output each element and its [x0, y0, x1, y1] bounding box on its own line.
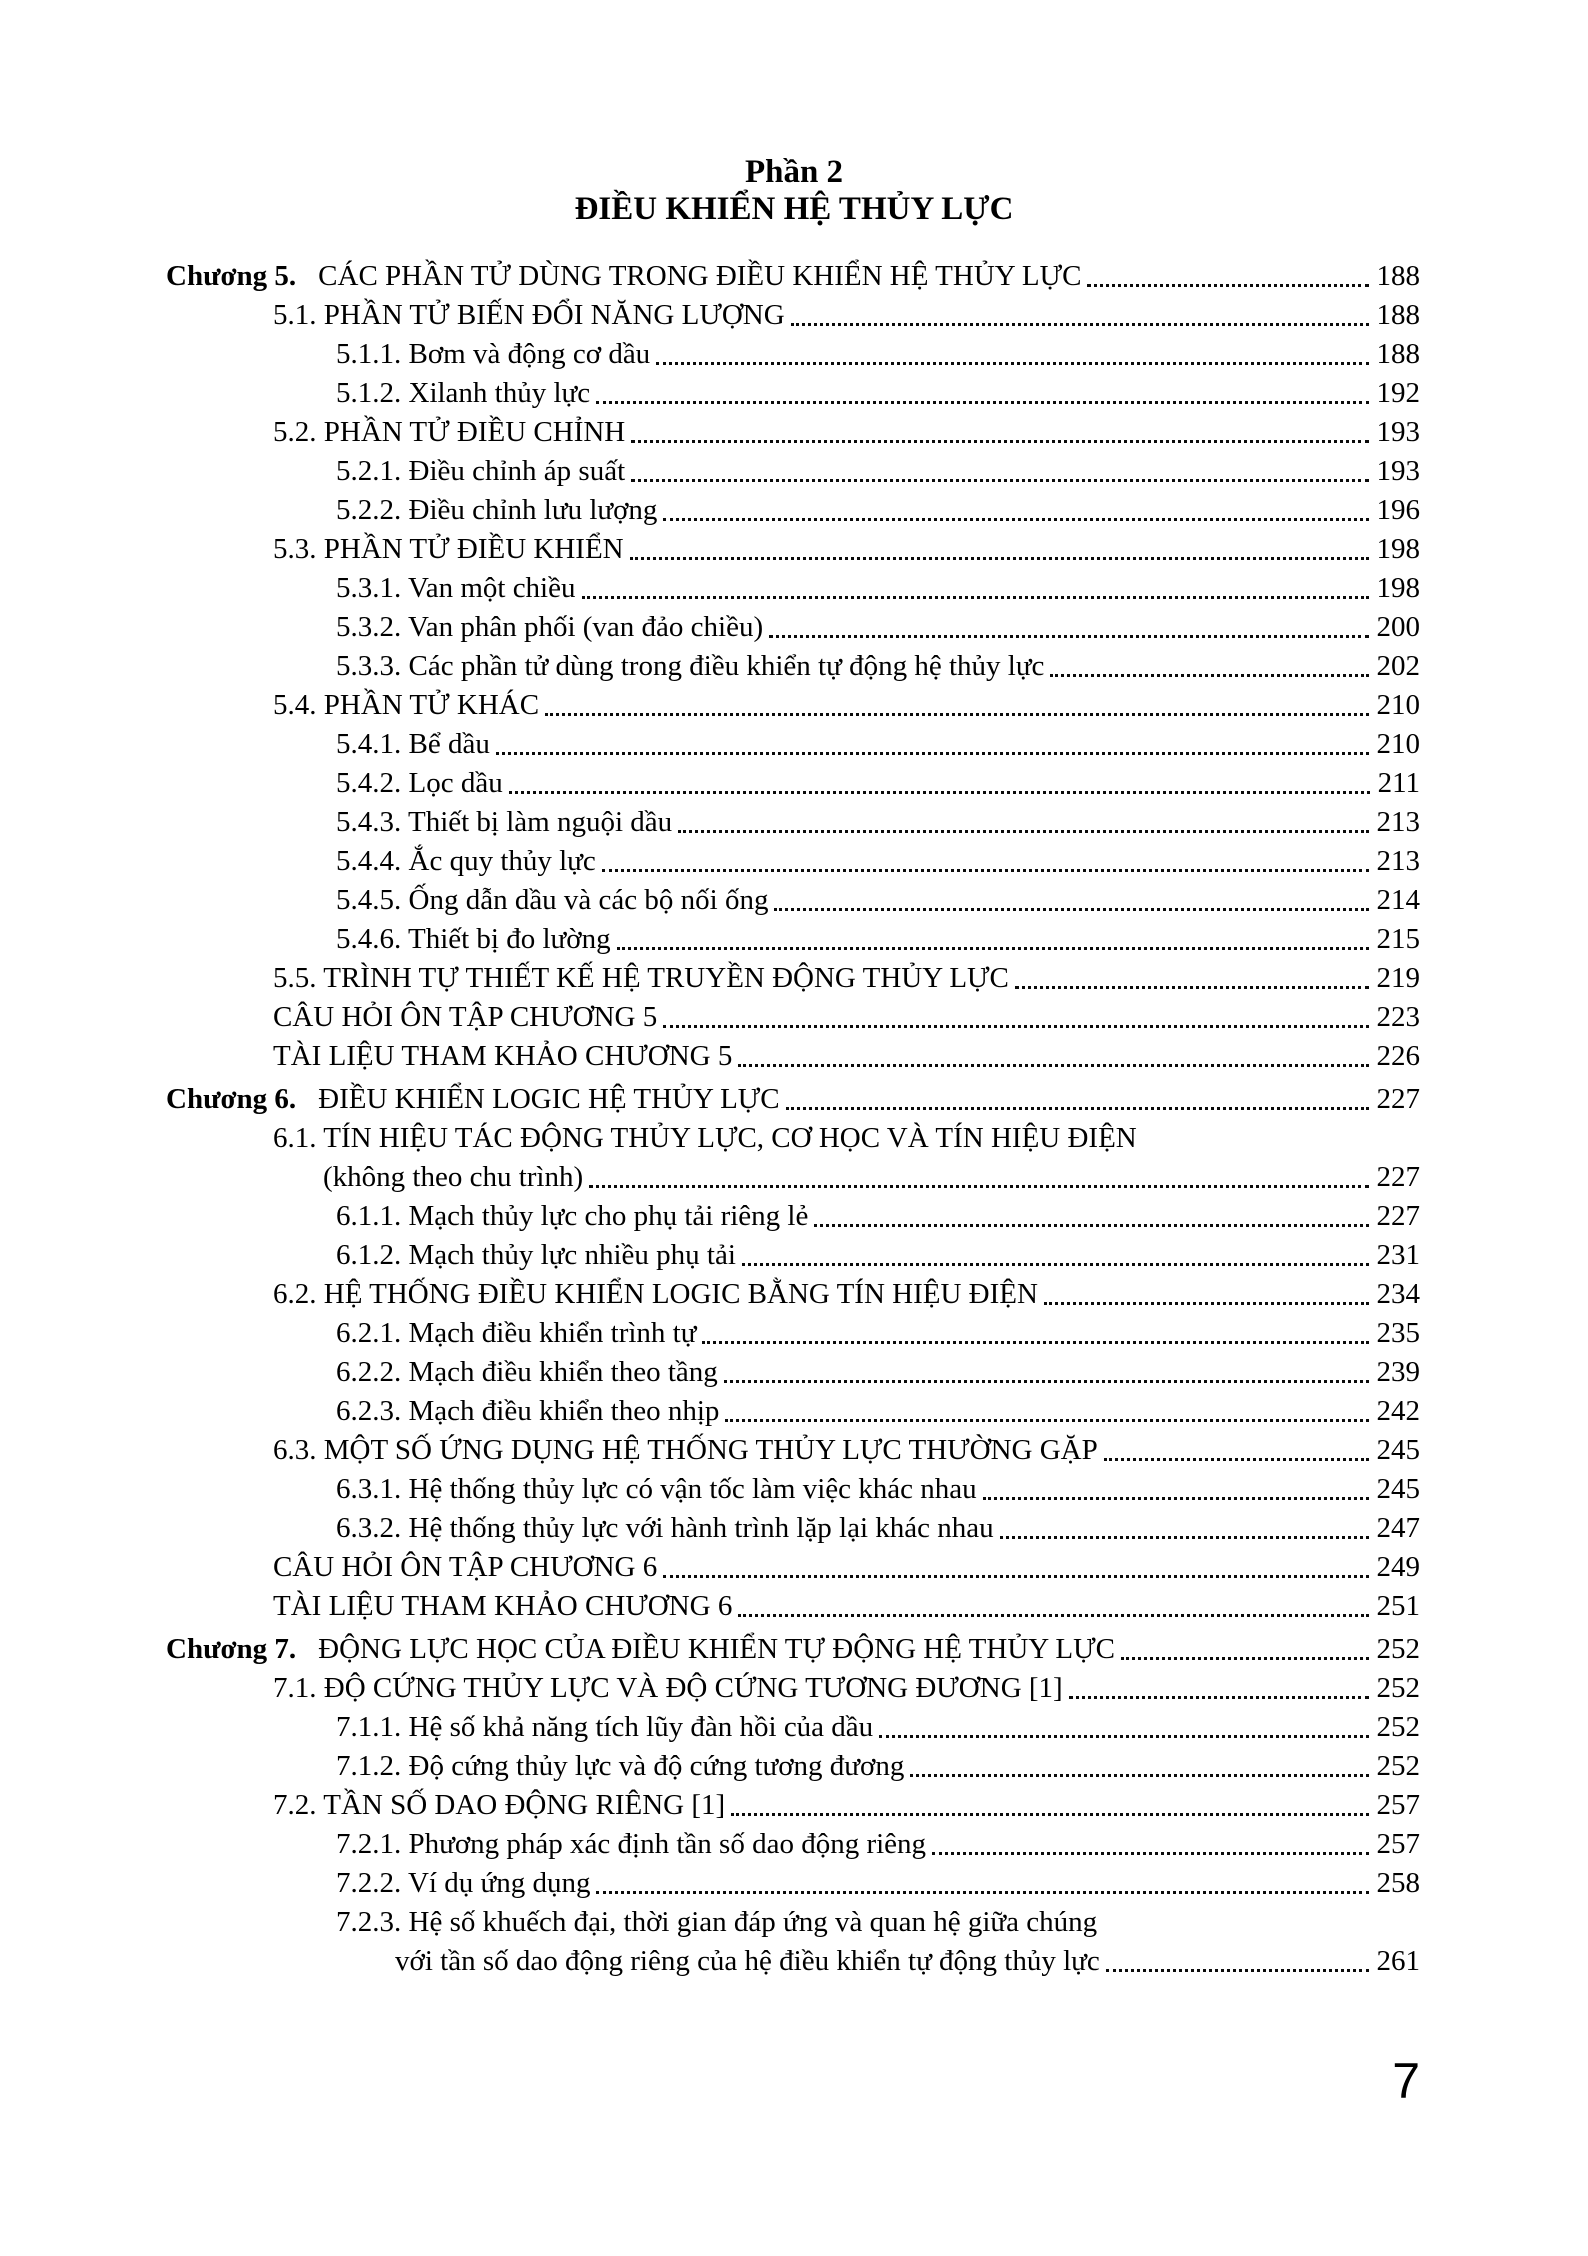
toc-entry [166, 686, 1420, 725]
dot-leader [932, 1852, 1368, 1855]
dot-leader [1044, 1302, 1369, 1305]
toc-entry-title: 5.5. TRÌNH TỰ THIẾT KẾ HỆ TRUYỀN ĐỘNG THỦY LỰC [273, 962, 1009, 994]
toc-entry-title: 7.1. ĐỘ CỨNG THỦY LỰC VÀ ĐỘ CỨNG TƯƠNG ĐƯƠNG [1] [273, 1672, 1063, 1704]
toc-entry [166, 959, 1420, 998]
dot-leader [786, 1107, 1369, 1110]
dot-leader [814, 1224, 1368, 1227]
toc-entry-title: 5.4.5. Ống dẫn dầu và các bộ nối ống [336, 884, 769, 916]
dot-leader [1121, 1657, 1369, 1660]
toc-entry-title: 6.3.2. Hệ thống thủy lực với hành trình lặp lại khác nhau [336, 1512, 994, 1544]
toc-entry-title: ĐIỀU KHIỂN LOGIC HỆ THỦY LỰC [318, 1083, 780, 1115]
toc-entry-line [166, 1275, 1420, 1314]
toc-entry-line [166, 764, 1420, 803]
toc-entry-line [166, 998, 1420, 1037]
toc-entry-page: 213 [1376, 806, 1420, 838]
toc-entry-page: 231 [1376, 1239, 1420, 1271]
toc-entry-line [166, 1548, 1420, 1587]
toc-entry-title: 5.4.1. Bể dầu [336, 728, 490, 760]
dot-leader [742, 1263, 1369, 1266]
dot-leader [879, 1735, 1368, 1738]
toc-entry-line [166, 1864, 1420, 1903]
toc-entry-title: 5.4.2. Lọc dầu [336, 767, 503, 799]
toc-entry [166, 1587, 1420, 1626]
toc-entry-title-continued: với tần số dao động riêng của hệ điều khiển tự động thủy lực [395, 1945, 1100, 1977]
dot-leader [631, 440, 1368, 443]
toc-entry-title: TÀI LIỆU THAM KHẢO CHƯƠNG 5 [273, 1040, 733, 1072]
toc-entry-title: 5.2.2. Điều chỉnh lưu lượng [336, 494, 658, 526]
toc-entry [166, 1119, 1420, 1197]
toc-entry [166, 1825, 1420, 1864]
toc-entry-page: 214 [1376, 884, 1420, 916]
toc-entry [166, 764, 1420, 803]
toc-entry [166, 1353, 1420, 1392]
toc-entry [166, 647, 1420, 686]
toc-entry [166, 608, 1420, 647]
toc-entry-line [166, 881, 1420, 920]
toc-entry-line [166, 1236, 1420, 1275]
toc-entry-title: 7.2.1. Phương pháp xác định tần số dao động riêng [336, 1828, 927, 1860]
toc-entry-line [166, 257, 1420, 296]
toc-entry-title: 7.1.1. Hệ số khả năng tích lũy đàn hồi của dầu [336, 1711, 874, 1743]
toc-entry [166, 725, 1420, 764]
toc-entry-line [166, 1037, 1420, 1076]
toc-entry-title: 6.2.2. Mạch điều khiển theo tầng [336, 1356, 718, 1388]
toc-entry [166, 1392, 1420, 1431]
toc-entry-line [166, 1942, 1420, 1981]
toc-entry-page: 213 [1376, 845, 1420, 877]
dot-leader [545, 713, 1368, 716]
toc-entry [166, 296, 1420, 335]
toc-entry-title: 7.2.2. Ví dụ ứng dụng [336, 1867, 591, 1899]
toc-entry-title: 6.1. TÍN HIỆU TÁC ĐỘNG THỦY LỰC, CƠ HỌC VÀ TÍN HIỆU ĐIỆN [273, 1122, 1137, 1154]
toc-entry [166, 257, 1420, 296]
toc-entry-page: 211 [1377, 767, 1420, 799]
toc-entry [166, 1669, 1420, 1708]
toc-entry-page: 252 [1376, 1711, 1420, 1743]
toc-entry-page: 245 [1376, 1434, 1420, 1466]
toc-entry-page: 226 [1376, 1040, 1420, 1072]
toc-entry-page: 247 [1376, 1512, 1420, 1544]
toc-entry [166, 1431, 1420, 1470]
toc-entry-page: 202 [1376, 650, 1420, 682]
dot-leader [630, 557, 1369, 560]
part-title: ĐIỀU KHIỂN HỆ THỦY LỰC [574, 191, 1014, 227]
toc-entry [166, 1080, 1420, 1119]
toc-entry-page: 196 [1376, 494, 1420, 526]
toc-entry-page: 245 [1376, 1473, 1420, 1505]
toc-entry [166, 1236, 1420, 1275]
toc-entry-line [166, 1747, 1420, 1786]
dot-leader [663, 518, 1368, 521]
toc-entry-line [166, 569, 1420, 608]
toc-entry-title: 5.4. PHẦN TỬ KHÁC [273, 689, 540, 721]
toc-entry-line [166, 452, 1420, 491]
toc-entry-title: 5.2.1. Điều chỉnh áp suất [336, 455, 626, 487]
toc-entry-page: 198 [1376, 533, 1420, 565]
toc-entry [166, 530, 1420, 569]
toc-entry [166, 881, 1420, 920]
dot-leader [983, 1497, 1369, 1500]
toc-entry-line [166, 1353, 1420, 1392]
toc-entry-page: 257 [1376, 1789, 1420, 1821]
dot-leader [774, 908, 1368, 911]
table-of-contents [166, 257, 1420, 1981]
dot-leader [631, 479, 1368, 482]
toc-entry-line [166, 491, 1420, 530]
toc-entry-line [166, 1080, 1420, 1119]
toc-entry [166, 842, 1420, 881]
toc-entry-title: 6.1.2. Mạch thủy lực nhiều phụ tải [336, 1239, 736, 1271]
toc-entry [166, 1509, 1420, 1548]
toc-entry-page: 210 [1376, 728, 1420, 760]
toc-entry-line [166, 1630, 1420, 1669]
dot-leader [1000, 1536, 1369, 1539]
toc-entry-title: 5.2. PHẦN TỬ ĐIỀU CHỈNH [273, 416, 626, 448]
dot-leader [725, 1419, 1368, 1422]
toc-entry-line [166, 1197, 1420, 1236]
toc-entry-page: 223 [1376, 1001, 1420, 1033]
toc-entry [166, 803, 1420, 842]
dot-leader [738, 1614, 1368, 1617]
toc-entry [166, 1037, 1420, 1076]
toc-entry [166, 1548, 1420, 1587]
page-number: 7 [1392, 2053, 1420, 2109]
toc-entry-title-continued: (không theo chu trình) [323, 1161, 584, 1193]
toc-entry-page: 210 [1376, 689, 1420, 721]
toc-entry [166, 1747, 1420, 1786]
toc-entry [166, 569, 1420, 608]
toc-entry-page: 188 [1376, 338, 1420, 370]
toc-entry-title: 5.1. PHẦN TỬ BIẾN ĐỔI NĂNG LƯỢNG [273, 299, 785, 331]
toc-entry [166, 1630, 1420, 1669]
toc-entry-line [166, 1669, 1420, 1708]
dot-leader [596, 1891, 1368, 1894]
dot-leader [791, 323, 1369, 326]
toc-entry-page: 257 [1376, 1828, 1420, 1860]
toc-entry-line [166, 1825, 1420, 1864]
toc-entry-title: 5.3.1. Van một chiều [336, 572, 576, 604]
toc-entry [166, 1197, 1420, 1236]
toc-entry [166, 335, 1420, 374]
toc-entry-line [166, 608, 1420, 647]
toc-entry [166, 452, 1420, 491]
toc-entry-page: 258 [1376, 1867, 1420, 1899]
dot-leader [738, 1064, 1368, 1067]
dot-leader [1015, 986, 1369, 989]
dot-leader [910, 1774, 1368, 1777]
dot-leader [1087, 284, 1368, 287]
dot-leader [589, 1185, 1368, 1188]
toc-entry-page: 188 [1376, 260, 1420, 292]
dot-leader [656, 362, 1368, 365]
toc-entry-line [166, 1509, 1420, 1548]
dot-leader [663, 1575, 1368, 1578]
part-label: Phần 2 [744, 154, 844, 190]
toc-entry-title: 6.3. MỘT SỐ ỨNG DỤNG HỆ THỐNG THỦY LỰC THƯỜNG GẶP [273, 1434, 1098, 1466]
toc-entry-page: 193 [1376, 455, 1420, 487]
dot-leader [769, 635, 1368, 638]
toc-entry-line [166, 1119, 1420, 1158]
toc-entry-line [166, 920, 1420, 959]
toc-entry [166, 491, 1420, 530]
toc-entry-line [166, 725, 1420, 764]
toc-entry-title: TÀI LIỆU THAM KHẢO CHƯƠNG 6 [273, 1590, 733, 1622]
toc-entry-line [166, 374, 1420, 413]
toc-entry-title: 5.4.4. Ắc quy thủy lực [336, 845, 596, 877]
toc-entry-line [166, 1587, 1420, 1626]
dot-leader [596, 401, 1368, 404]
toc-entry-page: 200 [1376, 611, 1420, 643]
dot-leader [731, 1813, 1368, 1816]
toc-entry-title: CÁC PHẦN TỬ DÙNG TRONG ĐIỀU KHIỂN HỆ THỦY LỰC [318, 260, 1082, 292]
toc-entry-page: 239 [1376, 1356, 1420, 1388]
toc-entry-page: 193 [1376, 416, 1420, 448]
toc-entry-page: 188 [1376, 299, 1420, 331]
dot-leader [1106, 1969, 1369, 1972]
toc-entry-title: 6.2.1. Mạch điều khiển trình tự [336, 1317, 697, 1349]
toc-entry [166, 920, 1420, 959]
toc-entry-line [166, 1470, 1420, 1509]
dot-leader [702, 1341, 1368, 1344]
toc-entry-title: 5.1.2. Xilanh thủy lực [336, 377, 591, 409]
toc-entry-chapter-label: Chương 7. [166, 1633, 297, 1665]
toc-entry-line [166, 803, 1420, 842]
toc-entry-page: 249 [1376, 1551, 1420, 1583]
toc-entry-title: 5.3. PHẦN TỬ ĐIỀU KHIỂN [273, 533, 624, 565]
dot-leader [582, 596, 1369, 599]
toc-entry-title: 6.2. HỆ THỐNG ĐIỀU KHIỂN LOGIC BẰNG TÍN HIỆU ĐIỆN [273, 1278, 1038, 1310]
dot-leader [1069, 1696, 1369, 1699]
toc-entry [166, 1903, 1420, 1981]
toc-entry-line [166, 1314, 1420, 1353]
toc-entry-title: 7.2. TẦN SỐ DAO ĐỘNG RIÊNG [1] [273, 1789, 726, 1821]
toc-entry-chapter-label: Chương 6. [166, 1083, 297, 1115]
toc-entry-title: 5.4.3. Thiết bị làm nguội dầu [336, 806, 673, 838]
toc-entry-line [166, 1158, 1420, 1197]
toc-entry-line [166, 1708, 1420, 1747]
toc-entry-title: CÂU HỎI ÔN TẬP CHƯƠNG 6 [273, 1551, 658, 1583]
toc-entry [166, 1786, 1420, 1825]
toc-entry-page: 227 [1376, 1200, 1420, 1232]
toc-entry-title: 6.1.1. Mạch thủy lực cho phụ tải riêng lẻ [336, 1200, 809, 1232]
toc-entry-title: 5.3.3. Các phần tử dùng trong điều khiển tự động hệ thủy lực [336, 650, 1045, 682]
toc-entry-page: 227 [1376, 1161, 1420, 1193]
toc-entry [166, 413, 1420, 452]
part-header [0, 154, 1588, 228]
toc-entry-title: 7.1.2. Độ cứng thủy lực và độ cứng tương đương [336, 1750, 905, 1782]
toc-entry [166, 998, 1420, 1037]
toc-entry-page: 234 [1376, 1278, 1420, 1310]
toc-entry-title: CÂU HỎI ÔN TẬP CHƯƠNG 5 [273, 1001, 658, 1033]
toc-entry-title: 7.2.3. Hệ số khuếch đại, thời gian đáp ứng và quan hệ giữa chúng [336, 1906, 1098, 1938]
toc-entry-line [166, 647, 1420, 686]
dot-leader [602, 869, 1369, 872]
dot-leader [1050, 674, 1368, 677]
toc-entry [166, 1470, 1420, 1509]
toc-entry-chapter-label: Chương 5. [166, 260, 297, 292]
toc-entry-page: 227 [1376, 1083, 1420, 1115]
toc-entry-title: 6.2.3. Mạch điều khiển theo nhịp [336, 1395, 720, 1427]
toc-entry [166, 1708, 1420, 1747]
toc-entry-line [166, 1431, 1420, 1470]
dot-leader [617, 947, 1369, 950]
toc-entry-title: 5.4.6. Thiết bị đo lường [336, 923, 611, 955]
toc-entry-line [166, 530, 1420, 569]
toc-entry-page: 242 [1376, 1395, 1420, 1427]
toc-entry-line [166, 335, 1420, 374]
toc-entry-line [166, 1903, 1420, 1942]
toc-entry-page: 251 [1376, 1590, 1420, 1622]
toc-entry-title: ĐỘNG LỰC HỌC CỦA ĐIỀU KHIỂN TỰ ĐỘNG HỆ THỦY LỰC [318, 1633, 1115, 1665]
dot-leader [678, 830, 1368, 833]
toc-entry-title: 5.1.1. Bơm và động cơ dầu [336, 338, 651, 370]
toc-entry-line [166, 1786, 1420, 1825]
toc-entry-line [166, 842, 1420, 881]
toc-entry-page: 192 [1376, 377, 1420, 409]
toc-entry [166, 1864, 1420, 1903]
toc-entry-line [166, 296, 1420, 335]
toc-entry-title: 5.3.2. Van phân phối (van đảo chiều) [336, 611, 764, 643]
dot-leader [509, 791, 1370, 794]
toc-entry-page: 215 [1376, 923, 1420, 955]
toc-entry-page: 198 [1376, 572, 1420, 604]
toc-entry-page: 219 [1376, 962, 1420, 994]
toc-entry-line [166, 959, 1420, 998]
toc-entry-page: 252 [1376, 1750, 1420, 1782]
toc-entry-page: 235 [1376, 1317, 1420, 1349]
dot-leader [724, 1380, 1369, 1383]
toc-entry [166, 1314, 1420, 1353]
toc-entry [166, 374, 1420, 413]
dot-leader [496, 752, 1369, 755]
toc-entry-line [166, 686, 1420, 725]
toc-entry-title: 6.3.1. Hệ thống thủy lực có vận tốc làm việc khác nhau [336, 1473, 977, 1505]
toc-entry-page: 261 [1376, 1945, 1420, 1977]
dot-leader [1104, 1458, 1369, 1461]
toc-entry-line [166, 413, 1420, 452]
toc-entry [166, 1275, 1420, 1314]
toc-entry-page: 252 [1376, 1672, 1420, 1704]
toc-entry-page: 252 [1376, 1633, 1420, 1665]
dot-leader [663, 1025, 1368, 1028]
toc-entry-line [166, 1392, 1420, 1431]
